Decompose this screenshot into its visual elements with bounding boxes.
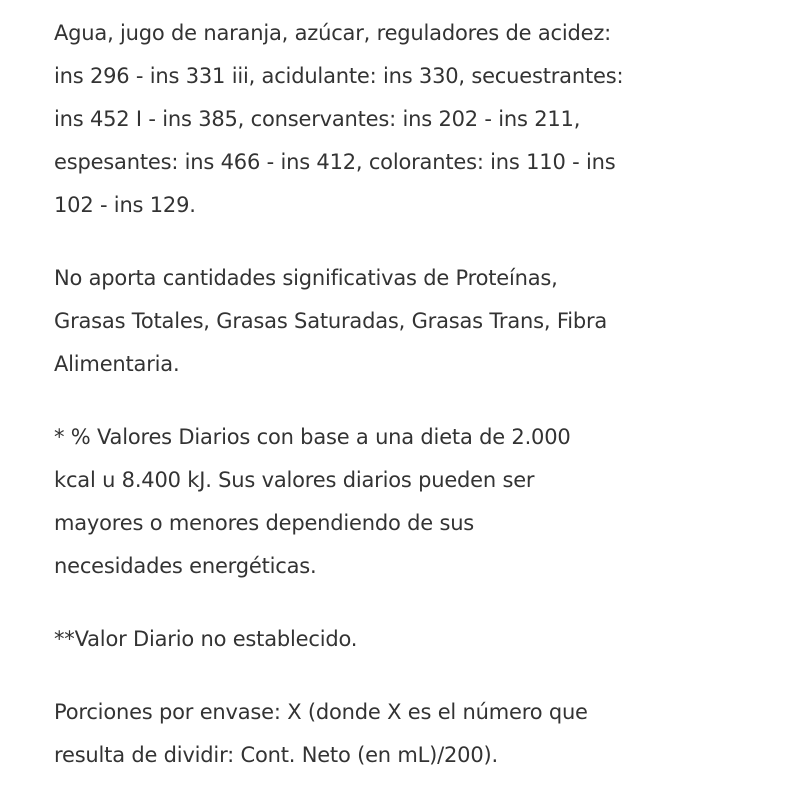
text-line: Agua, jugo de naranja, azúcar, reguladores de acidez: <box>54 21 612 45</box>
text-line: Alimentaria. <box>54 352 180 376</box>
text-line: mayores o menores dependiendo de sus <box>54 511 475 535</box>
text-line: necesidades energéticas. <box>54 554 317 578</box>
text-line: * % Valores Diarios con base a una dieta de 2.000 <box>54 425 571 449</box>
text-line: ins 452 I - ins 385, conservantes: ins 202 - ins 211, <box>54 107 581 131</box>
text-line: 102 - ins 129. <box>54 193 196 217</box>
text-line: espesantes: ins 466 - ins 412, colorantes: ins 110 - ins <box>54 150 616 174</box>
text-line: Grasas Totales, Grasas Saturadas, Grasas Trans, Fibra <box>54 309 608 333</box>
text-line: kcal u 8.400 kJ. Sus valores diarios pueden ser <box>54 468 535 492</box>
ingredients-paragraph <box>54 12 760 227</box>
text-line: **Valor Diario no establecido. <box>54 627 358 651</box>
nutrient-disclaimer-paragraph <box>54 257 760 386</box>
text-line: No aporta cantidades significativas de Proteínas, <box>54 266 558 290</box>
servings-per-container-paragraph <box>54 691 760 777</box>
text-line: ins 296 - ins 331 iii, acidulante: ins 330, secuestrantes: <box>54 64 624 88</box>
text-line: Porciones por envase: X (donde X es el número que <box>54 700 588 724</box>
daily-value-not-established-paragraph <box>54 618 760 661</box>
text-line: resulta de dividir: Cont. Neto (en mL)/200). <box>54 743 498 767</box>
daily-values-note-paragraph <box>54 416 760 588</box>
